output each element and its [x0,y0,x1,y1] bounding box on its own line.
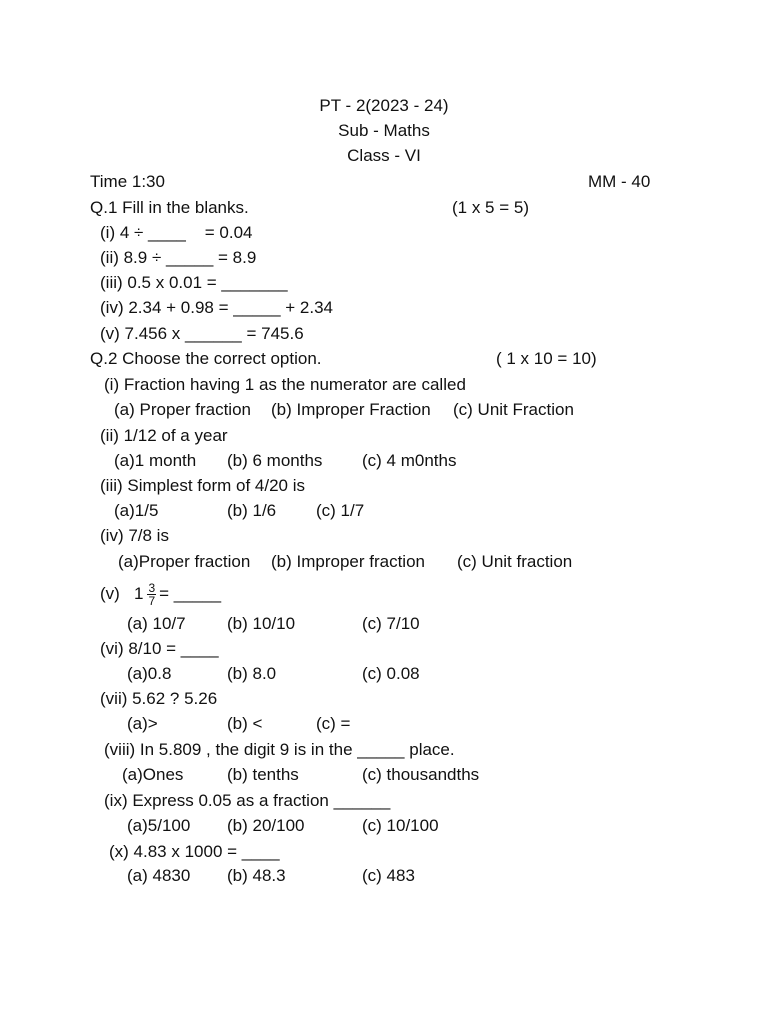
q2-option: (b) 8.0 [227,664,277,683]
q2-question: (viii) In 5.809 , the digit 9 is in the _____ place. [104,740,455,759]
q2-question: (vii) 5.62 ? 5.26 [100,689,218,708]
q2-option: (b) tenths [227,765,299,784]
time-label: Time 1:30 [90,172,165,191]
q2-heading: Q.2 Choose the correct option. [90,349,322,368]
q2-option: (c) 483 [362,866,415,885]
q2-question: (x) 4.83 x 1000 = ____ [109,842,280,861]
q2-option: (a)5/100 [127,816,191,835]
q2-question: (ii) 1/12 of a year [100,426,228,445]
q2-option: (c) 4 m0nths [362,451,457,470]
q2-option: (b) 1/6 [227,501,277,520]
q2-question: (iii) Simplest form of 4/20 is [100,476,305,495]
q2-option: (a)0.8 [127,664,172,683]
q1-heading: Q.1 Fill in the blanks. [90,198,249,217]
q2-option: (a) Proper fraction [114,400,251,419]
q2-option: (b) < [227,714,263,733]
q1-item: (ii) 8.9 ÷ _____ = 8.9 [100,248,257,267]
q2-question: (i) Fraction having 1 as the numerator are called [104,375,466,394]
q2-option: (b) 6 months [227,451,323,470]
q2-question: (ix) Express 0.05 as a fraction ______ [104,791,391,810]
q2-option: (b) Improper Fraction [271,400,431,419]
q2-option: (a)Ones [122,765,184,784]
paper-title: PT - 2(2023 - 24) [319,96,449,115]
q1-marks: (1 x 5 = 5) [452,198,530,217]
q2-option: (a)1 month [114,451,197,470]
fraction [147,582,156,607]
q2-option: (c) 1/7 [316,501,365,520]
q2-option: (c) 10/100 [362,816,439,835]
q2-question-suffix: = _____ [159,584,222,603]
q2-option: (a) 4830 [127,866,191,885]
q2-option: (c) 7/10 [362,614,420,633]
max-marks-label: MM - 40 [588,172,651,191]
q2-option: (c) = [316,714,351,733]
q2-option: (c) Unit Fraction [453,400,574,419]
q2-question: (vi) 8/10 = ____ [100,639,219,658]
q2-option: (b) 10/10 [227,614,296,633]
class-label: Class - VI [347,146,421,165]
q2-option: (b) Improper fraction [271,552,425,571]
q1-item: (i) 4 ÷ ____ = 0.04 [100,223,253,242]
q2-option: (a)1/5 [114,501,159,520]
q2-option: (c) thousandths [362,765,480,784]
fraction-denominator: 7 [148,594,156,609]
q2-option: (b) 20/100 [227,816,305,835]
q2-question-prefix: (v) [100,584,120,603]
subject-label: Sub - Maths [338,121,430,140]
q1-item: (iv) 2.34 + 0.98 = _____ + 2.34 [100,298,333,317]
q1-item: (v) 7.456 x ______ = 745.6 [100,324,304,343]
q2-option: (a)> [127,714,158,733]
q1-item: (iii) 0.5 x 0.01 = _______ [100,273,288,292]
fraction-numerator: 3 [148,581,156,596]
q2-option: (c) 0.08 [362,664,420,683]
q2-option: (a) 10/7 [127,614,186,633]
q2-option: (b) 48.3 [227,866,286,885]
q2-option: (a)Proper fraction [118,552,251,571]
q2-question: (iv) 7/8 is [100,526,169,545]
q2-option: (c) Unit fraction [457,552,573,571]
q2-question-mixed-fraction [100,582,221,607]
q2-marks: ( 1 x 10 = 10) [496,349,597,368]
mixed-whole: 1 [134,584,144,603]
